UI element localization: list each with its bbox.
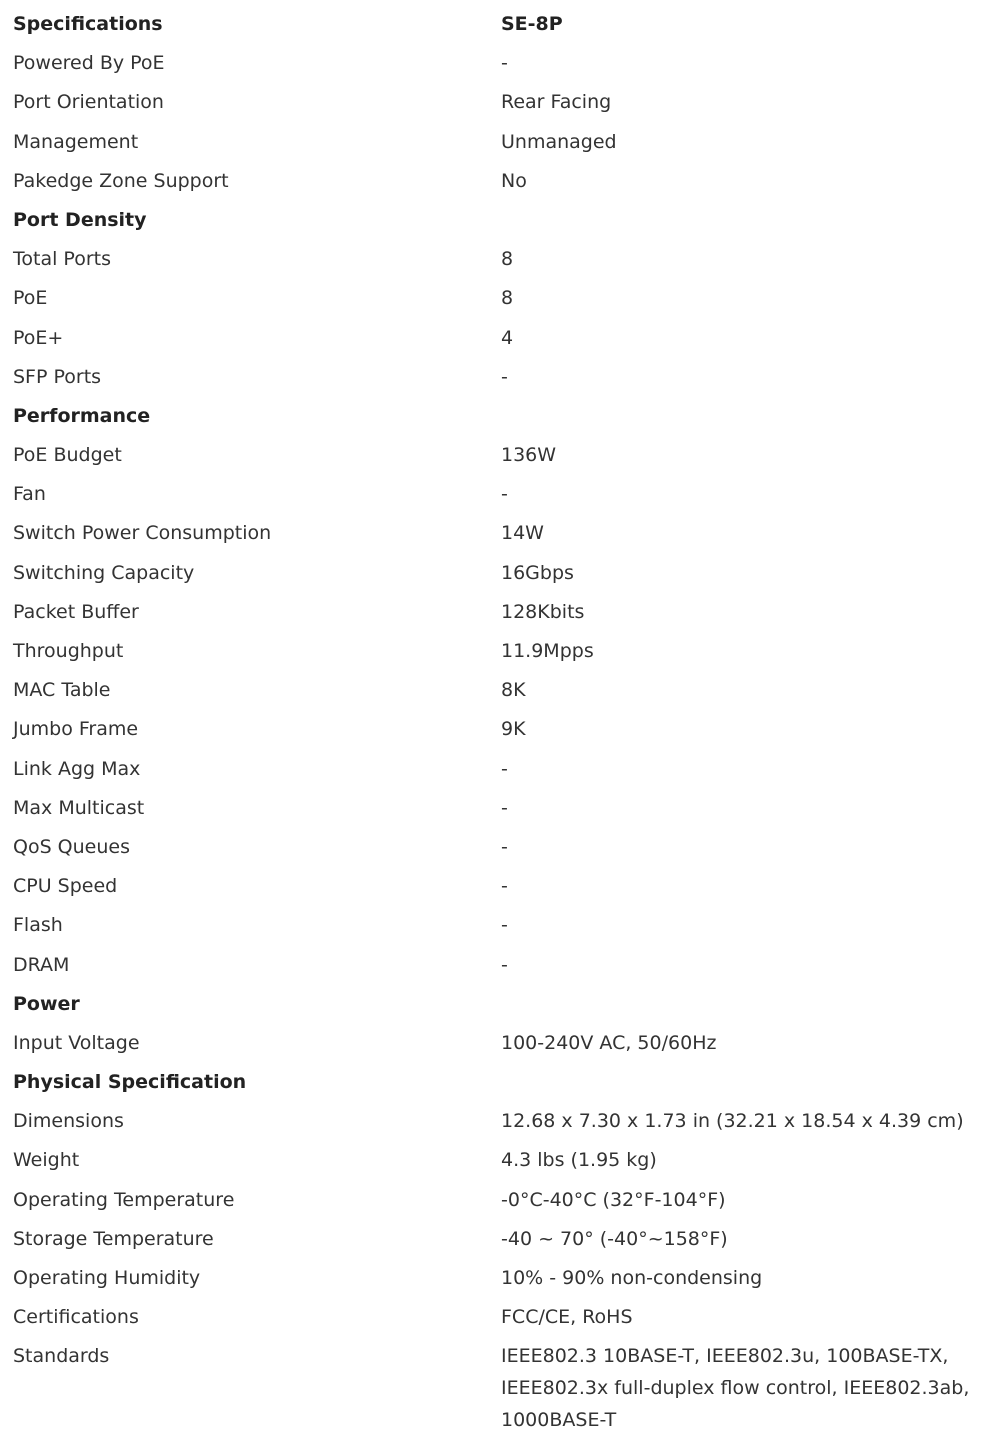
spec-label: Storage Temperature <box>13 1227 214 1250</box>
spec-row <box>0 907 1000 946</box>
spec-row <box>0 45 1000 84</box>
spec-row <box>0 1338 1000 1436</box>
spec-row <box>0 594 1000 633</box>
spec-label: Operating Humidity <box>13 1267 201 1289</box>
spec-row <box>0 711 1000 750</box>
spec-label: PoE Budget <box>13 444 122 467</box>
section-heading: Port Density <box>13 208 147 231</box>
spec-label: Fan <box>13 483 46 506</box>
spec-value: 11.9Mpps <box>501 640 594 662</box>
spec-value: 100-240V AC, 50/60Hz <box>501 1031 717 1054</box>
spec-label: Input Voltage <box>13 1031 140 1054</box>
spec-label: Powered By PoE <box>13 52 165 75</box>
spec-value: 4 <box>501 326 514 349</box>
spec-row <box>0 829 1000 868</box>
spec-row <box>0 241 1000 280</box>
spec-row <box>0 84 1000 123</box>
spec-value: - <box>501 953 508 976</box>
spec-row <box>0 476 1000 515</box>
section-heading: Performance <box>13 404 151 427</box>
spec-value: Unmanaged <box>501 130 617 153</box>
spec-value: 136W <box>501 444 557 467</box>
spec-value: 128Kbits <box>501 600 585 623</box>
spec-value: -0°C-40°C (32°F-104°F) <box>501 1188 726 1211</box>
spec-value: 12.68 x 7.30 x 1.73 in (32.21 x 18.54 x 4.39 cm) <box>501 1110 964 1133</box>
spec-value: - <box>501 875 508 898</box>
spec-row <box>0 437 1000 476</box>
spec-row <box>0 1221 1000 1260</box>
spec-row <box>0 1260 1000 1299</box>
spec-label: Weight <box>13 1149 80 1172</box>
spec-label: CPU Speed <box>13 875 118 898</box>
spec-row <box>0 1142 1000 1181</box>
spec-label: Operating Temperature <box>13 1188 235 1211</box>
section-heading-row <box>0 398 1000 437</box>
spec-row <box>0 320 1000 359</box>
spec-label: Switch Power Consumption <box>13 522 272 545</box>
spec-value: - <box>501 52 508 75</box>
spec-row <box>0 1182 1000 1221</box>
spec-label: Flash <box>13 914 63 937</box>
spec-label: Link Agg Max <box>13 757 141 780</box>
spec-row <box>0 633 1000 672</box>
spec-value: 9K <box>501 718 526 741</box>
spec-value: 14W <box>501 522 544 545</box>
spec-label: Pakedge Zone Support <box>13 169 229 192</box>
spec-row <box>0 124 1000 163</box>
section-heading-row <box>0 986 1000 1025</box>
spec-label: Jumbo Frame <box>13 718 139 741</box>
spec-row <box>0 515 1000 554</box>
spec-row <box>0 672 1000 711</box>
spec-value: - <box>501 365 508 388</box>
spec-label: Port Orientation <box>13 91 164 114</box>
spec-value: 8 <box>501 287 514 310</box>
section-heading-row <box>0 1064 1000 1103</box>
spec-value: - <box>501 757 508 780</box>
table-header-row <box>0 6 1000 45</box>
spec-label: SFP Ports <box>13 365 102 388</box>
spec-label: Throughput <box>13 640 124 662</box>
spec-label: Certifications <box>13 1306 139 1329</box>
spec-row <box>0 1025 1000 1064</box>
spec-label: PoE+ <box>13 326 64 349</box>
spec-rows <box>0 45 1000 1436</box>
table-header-label: Specifications <box>13 13 163 35</box>
spec-value: - <box>501 835 508 858</box>
spec-value: 16Gbps <box>501 561 574 584</box>
spec-value: Rear Facing <box>501 91 612 114</box>
spec-label: Total Ports <box>13 248 111 271</box>
spec-value: 8K <box>501 679 526 702</box>
spec-row <box>0 555 1000 594</box>
spec-label: Max Multicast <box>13 796 145 819</box>
spec-label: MAC Table <box>13 679 111 702</box>
spec-value: IEEE802.3 10BASE-T, IEEE802.3u, 100BASE-TX, IEEE802.3x full-duplex flow control, IEEE802.3ab, 1000BASE-T <box>501 1345 970 1432</box>
spec-row <box>0 751 1000 790</box>
spec-row <box>0 868 1000 907</box>
spec-label: Switching Capacity <box>13 561 195 584</box>
section-heading: Power <box>13 992 80 1015</box>
spec-value: -40 ~ 70° (-40°~158°F) <box>501 1227 728 1250</box>
spec-label: Management <box>13 130 139 153</box>
spec-value: - <box>501 796 508 819</box>
table-header-model: SE-8P <box>501 13 563 35</box>
spec-value: FCC/CE, RoHS <box>501 1306 633 1329</box>
spec-row <box>0 280 1000 319</box>
spec-value: 10% - 90% non-condensing <box>501 1267 763 1289</box>
spec-value: No <box>501 169 527 192</box>
section-heading-row <box>0 202 1000 241</box>
spec-label: Packet Buffer <box>13 600 139 623</box>
spec-label: QoS Queues <box>13 835 130 858</box>
spec-value: 8 <box>501 248 514 271</box>
spec-label: PoE <box>13 287 48 310</box>
spec-row <box>0 163 1000 202</box>
spec-row <box>0 1299 1000 1338</box>
spec-row <box>0 359 1000 398</box>
spec-row <box>0 947 1000 986</box>
spec-label: DRAM <box>13 953 70 976</box>
spec-value: 4.3 lbs (1.95 kg) <box>501 1149 657 1172</box>
spec-label: Standards <box>13 1345 110 1368</box>
spec-row <box>0 1103 1000 1142</box>
spec-label: Dimensions <box>13 1110 124 1133</box>
spec-value: - <box>501 483 508 506</box>
spec-value: - <box>501 914 508 937</box>
spec-row <box>0 790 1000 829</box>
section-heading: Physical Specification <box>13 1071 247 1094</box>
